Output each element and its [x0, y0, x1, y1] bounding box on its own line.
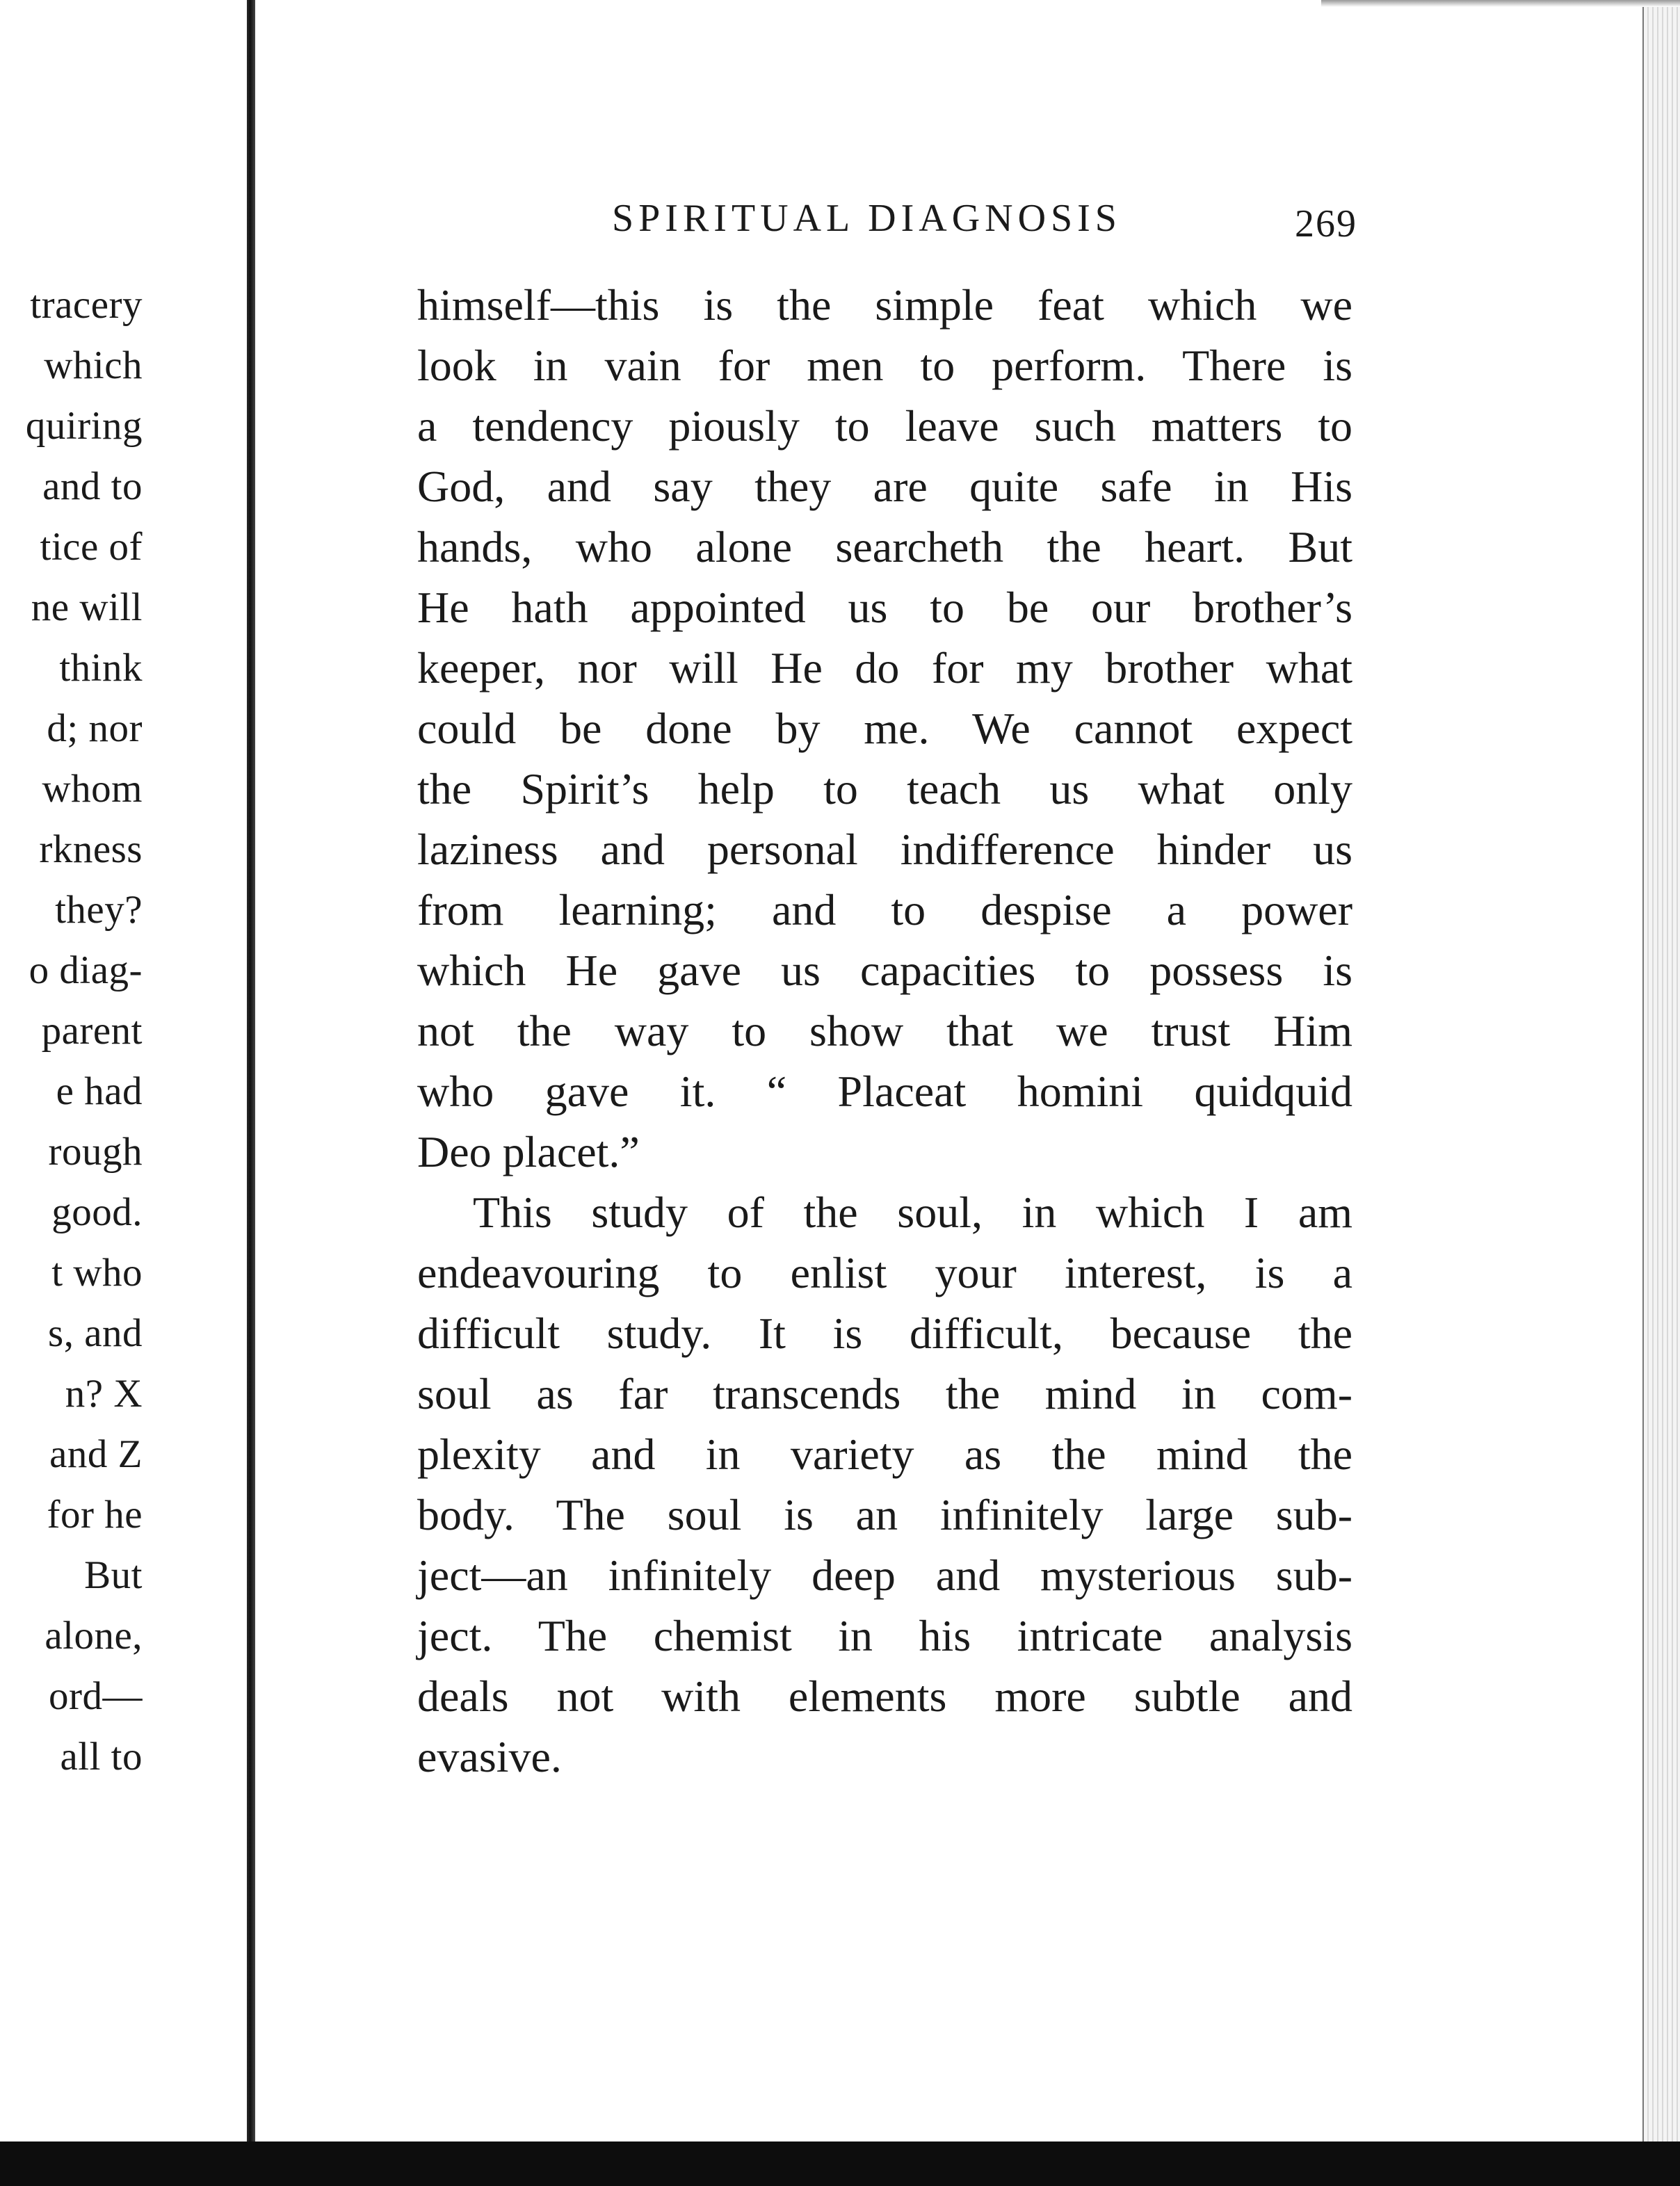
left-page-text: [0, 275, 143, 1787]
running-head: SPIRITUAL DIAGNOSIS: [612, 197, 1122, 240]
left-line: which: [44, 343, 143, 387]
text-line: deals not with elements more subtle and: [417, 1671, 1352, 1721]
text-line: from learning; and to despise a power: [417, 885, 1352, 934]
text-line: ject—an infinitely deep and mysterious sub-: [417, 1551, 1352, 1600]
page-edges: [1642, 0, 1680, 2142]
text-line: soul as far transcends the mind in com-: [417, 1369, 1352, 1418]
left-line: ord—: [49, 1674, 143, 1718]
left-line: parent: [41, 1009, 143, 1053]
left-line: good.: [51, 1190, 143, 1234]
left-line: rough: [48, 1130, 143, 1174]
text-line: not the way to show that we trust Him: [417, 1006, 1352, 1055]
text-line: a tendency piously to leave such matters to: [417, 401, 1352, 451]
text-line: evasive.: [417, 1732, 562, 1781]
left-line: and to: [42, 464, 143, 508]
text-line: This study of the soul, in which I am: [473, 1188, 1352, 1237]
text-line: who gave it. “ Placeat homini quidquid: [417, 1067, 1352, 1116]
left-line: rkness: [39, 827, 143, 871]
text-line: look in vain for men to perform. There is: [417, 341, 1352, 390]
text-line: keeper, nor will He do for my brother what: [417, 643, 1352, 693]
text-line: the Spirit’s help to teach us what only: [417, 764, 1352, 813]
text-line: himself—this is the simple feat which we: [417, 280, 1352, 330]
text-line: could be done by me. We cannot expect: [417, 704, 1352, 753]
left-line: alone,: [45, 1614, 143, 1658]
page-top-edge: [1321, 0, 1680, 7]
text-line: ject. The chemist in his intricate analysis: [417, 1611, 1352, 1660]
text-line: He hath appointed us to be our brother’s: [417, 583, 1352, 632]
left-line: But: [84, 1553, 143, 1597]
text-line: laziness and personal indifference hinder us: [417, 825, 1352, 874]
text-line: God, and say they are quite safe in His: [417, 462, 1352, 511]
text-line: difficult study. It is difficult, because the: [417, 1309, 1352, 1358]
left-line: they?: [55, 888, 143, 932]
left-line: n? X: [65, 1372, 143, 1416]
text-line: Deo placet.”: [417, 1127, 640, 1176]
left-line: think: [59, 646, 143, 690]
left-line: tracery: [30, 283, 143, 327]
left-line: d; nor: [47, 706, 143, 750]
left-line: and Z: [49, 1432, 143, 1476]
left-line: t who: [51, 1251, 143, 1295]
left-page: [0, 0, 247, 2186]
text-line: hands, who alone searcheth the heart. But: [417, 522, 1352, 572]
left-line: o diag-: [29, 948, 143, 992]
left-line: e had: [56, 1069, 143, 1113]
left-line: all to: [60, 1735, 143, 1779]
left-line: s, and: [48, 1311, 143, 1355]
scan-bottom-border: [0, 2142, 1680, 2186]
text-line: which He gave us capacities to possess is: [417, 946, 1352, 995]
left-line: for he: [47, 1493, 143, 1537]
book-gutter: [247, 0, 255, 2142]
left-line: tice of: [40, 525, 143, 569]
page-number: 269: [1295, 202, 1357, 245]
text-line: plexity and in variety as the mind the: [417, 1430, 1352, 1479]
left-line: quiring: [25, 404, 143, 448]
text-line: endeavouring to enlist your interest, is a: [417, 1248, 1352, 1297]
body-text: [417, 275, 1352, 1787]
left-line: whom: [42, 767, 143, 811]
left-line: ne will: [31, 585, 143, 629]
text-line: body. The soul is an infinitely large sub-: [417, 1490, 1352, 1539]
